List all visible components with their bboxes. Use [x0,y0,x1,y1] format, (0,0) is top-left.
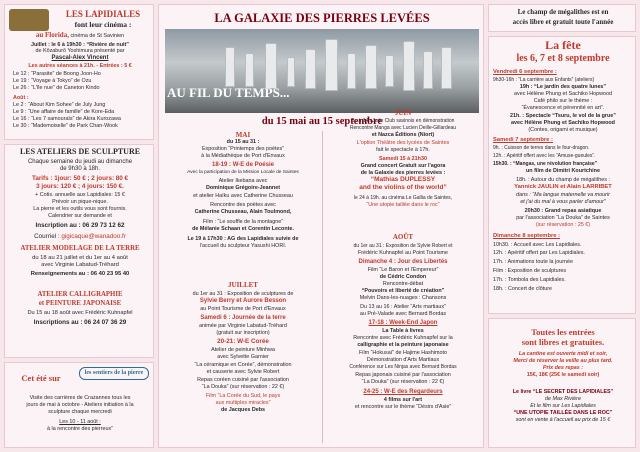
dimanche-line: Film : Exposition de sculptures [493,268,567,274]
juillet-line: Atelier de peinture Minhwa [211,347,275,353]
modelage-title: ATELIER MODELAGE DE LA TERRE [20,245,140,252]
livre-line: “UNE UTOPIE TAILLÉE DANS LE ROC” [513,410,613,416]
mai-heading: MAI [235,131,251,139]
mai-line: Catherine Chusseau, Alain Toulmond, [194,209,292,215]
juillet-line: “La céramique en Corée”, démonstration [194,362,292,368]
calligraphie-title-2: et PEINTURE JAPONAISE [38,300,122,307]
main-title: LA GALAXIE DES PIERRES LEVÉES [214,11,430,25]
aout-line: Rencontre avec Frédéric Kuhnapfel sur la [353,335,453,341]
vendredi-line: 21h. : Spectacle “Tsuru, le vol de la grue” [510,113,616,119]
livre-line: de Max Rivière [545,396,581,402]
courriel-line [7,233,153,241]
aout-line: Repas japonais cuisiné par l'association [355,372,451,378]
aout-line: La Table à livres [382,328,424,334]
aout-line: du 1er au 31 : Exposition de Sylvie Robert et [353,243,453,249]
mai-line: 18-19 : W-E de Poésie [212,162,274,168]
visite-line: jours de mai à octobre - Ateliers initiation à la [26,402,134,408]
juillet-line: aux multiples miracles” [215,400,271,406]
calligraphie-dates: Du 15 au 18 août avec Frédéric Kuhnapfel [27,310,133,316]
mai-line: du 15 au 31 : [226,139,260,145]
fete-panel [488,36,636,314]
date-range: du 15 mai au 15 septembre [261,116,383,127]
july-item: Le 12 : “Parasite” de Boong Joon-Ho [13,71,101,77]
samedi-line: 18h. : Autour du champ de mégalithes : [516,177,610,183]
ete-event: à la rencontre des pierreux” [47,426,113,432]
vendredi-line: (Contes, origami et musique) [528,127,598,133]
courriel-address: gigicaque@wanadoo.fr [61,233,126,240]
july-item: Le 26 : “L'île nue” de Caneton Kindo [13,85,100,91]
toutes-line-1: Toutes les entrées [531,327,595,337]
aout-line: Film “Le Baron et l'Empereur” [367,267,439,273]
vendredi-line: 19h : “Le jardin des quatre lunes” [519,84,607,90]
mai-line: Exposition “Printemps des poètes” [201,146,285,152]
samedi-line: par l'association “La Douka” de Saintes [516,215,610,221]
samedi-line: 9h. : Cuisson de terres dans le four-dragon. [493,145,590,151]
cinema-line: font leur cinéma : [74,20,132,29]
calligraphie-inscription: Inscriptions au : 06 24 07 36 29 [33,319,127,326]
cantine-line: 15€, 18€ (25€ le samedi soir) [526,372,600,378]
aout-line: Frédéric Kuhnapfel au Point Tourisme [357,250,449,256]
ete-dates: Les 10 - 11 août : [59,419,101,425]
fete-title: La fête [545,38,581,52]
vendredi-line: avec Hélène Phung et Sachiko Hopwood [511,120,615,126]
sculpture-panel [4,144,154,358]
entries-panel [488,318,636,448]
juillet-line: “La Douka” (sur réservation : 22 €) [201,384,285,390]
juin-line: Grand concert Gratuit sur l'agora [360,163,446,169]
juillet-line: et causerie avec Sylvie Robert [206,369,280,375]
cinema-panel [4,4,154,140]
juin-line: L'option Théâtre des lycées de Saintes [356,140,450,146]
intro-panel [488,4,636,32]
juin-line: Rencontre Manga avec Lucien Deille-Gillardeau [349,125,457,131]
mai-line: Le 19 à 17h30 : AG des Lapidiales suivie de [187,236,299,242]
center-panel [158,4,484,448]
sculpture-detail: Prévoir un pique-nique. [52,199,108,205]
aout-line: Dimanche 4 : Jour des Libertés [358,259,448,265]
aout-line: et rencontre sur le thème “Désirs d'Asie” [354,404,452,410]
sculpture-line: Chaque semaine du jeudi au dimanche [27,159,133,165]
cantine-line: La cantine est ouverte midi et soir, [518,351,608,357]
samedi-line: 20h30 : Grand repas asiatique [524,208,602,214]
ete-title: Cet été sur [21,373,61,383]
samedi-line: (sur réservation : 25 €) [535,222,591,228]
mai-line: et atelier Haïku avec Catherine Chusseau [193,193,293,199]
samedi-heading: Samedi 7 septembre : [493,137,553,143]
sentiers-logo: les sentiers de la pierre [79,367,149,380]
vendredi-heading: Vendredi 6 septembre : [493,69,557,75]
aout-heading: AOÛT [392,233,414,241]
juin-line: “Une utopie taillée dans le roc” [366,202,440,208]
mai-line: de Mélanie Schaan et Corentin Leconte. [192,226,294,232]
sculpture-inscription: Inscription au : 06 29 73 12 62 [35,222,125,229]
juin-line: fait le spectacle à 17h. [376,147,430,153]
juillet-line: 20-21: W-E Corée [217,338,269,345]
visite-line: sculpture chaque mercredi [48,409,112,415]
tarifs-line-2: 3 jours: 120 € ; 4 jours: 150 €. [36,183,124,190]
mai-line: Avec la participation de la Mission Locale de Saintes [187,170,299,175]
aout-line: 17-18 : Week-End Japon [368,320,438,326]
cantine-line: Prix des repas : [542,365,584,371]
juin-line: de la Galaxie des pierres levées : [360,170,446,176]
juillet-line: au Point Tourisme de Port d'Envaux [200,306,286,312]
juillet-line: du 1er au 31 : Exposition de sculptures de [192,291,294,297]
aug-label: Août : [13,95,29,101]
aug-item: Le 30 : “Mademoiselle” de Park Chan-Wook [13,123,118,129]
aug-item: Le 16 : “Les 7 samouraïs” de Akira Kurozawa [13,116,121,122]
juillet-line: Film “La Corée du Sud, le pays [205,393,281,399]
dimanche-line: 17h. : Tombola des Lapidiales. [493,277,566,283]
july-line-2: de Kōzaburō Yoshimura présenté par [35,48,125,54]
livre-line: Le livre “LE SECRET DES LAPIDIALES” [512,389,614,395]
july-presenter: Pascal-Alex Vincent [51,55,109,61]
juin-heading: JUIN [394,109,412,117]
aout-line: Conférence sur Les Ninjas avec Bernard Bordas [349,364,457,370]
aout-line: Démonstration d'Arts Martiaux [366,357,440,363]
aout-line: “Pouvoirs et liberté de création” [361,288,445,294]
juin-section [325,109,481,229]
juillet-section [165,281,321,447]
livre-line: Et le film sur Les Lapidiales [530,403,596,409]
mai-section [165,131,321,273]
aout-line: 4 films sur l'art [383,397,423,403]
calligraphie-title-1: ATELIER CALLIGRAPHIE [37,291,123,298]
juillet-line: Sylvie Berry et Aurore Besson [199,298,287,304]
samedi-line: dans : “Ma langue maternelle va mourir [516,192,610,198]
samedi-line: un film de Dimitri Kourtchine [526,168,600,174]
mai-line: Rencontre des poètes avec [210,202,276,208]
vendredi-line: “Évanescence et pérennité en art”. [521,105,605,111]
photo-caption: AU FIL DU TEMPS... [167,85,290,100]
juin-line: et Nazca Éditions (Niort) [371,132,435,138]
aout-line: au Pré-Valade avec Bernard Bordas [359,311,447,317]
sentiers-panel [4,362,154,448]
vendredi-line: Café philo sur le thème : [533,98,593,104]
juillet-heading: JUILLET [228,281,258,289]
visite-line: Visite des carrières de Crazannes tous les [29,395,131,401]
aout-line: calligraphie et la peinture japonaise [357,342,449,348]
mai-line: Dominique Grégoire-Jeannet [206,185,280,191]
juillet-line: avec Sylvette Garnier [217,354,269,360]
july-line: Juillet : le 6 à 19h30 : “Rivière de nuit” [31,42,129,48]
samedi-line: 12h. : Apéritif offert avec les “Amuse-gueules”. [493,153,596,159]
vendredi-line: avec Hélène Phung et Sachiko Hopwood [514,91,612,97]
juin-line: “Mathias DUPLESSY [370,176,436,183]
cemetery-photo [165,29,479,113]
aout-line: “La Douka” (sur réservation : 22 €) [361,379,445,385]
mai-line: à la Médiathèque de Port d'Envaux [201,153,285,159]
aout-line: 24-25 : W-E des Regardeurs [363,389,443,395]
livre-line: sont en vente à l'accueil au prix de 15 € [515,417,611,423]
juillet-line: de Jacques Debs [220,407,266,413]
cantine-line: Merci de réserver la veille au plus tard. [513,358,613,364]
aout-line: de Cédric Condon [379,274,427,280]
juillet-line: (gratuit sur inscription) [216,330,270,336]
dimanche-heading: Dimanche 8 septembre : [493,233,561,239]
lapidiales-logo [9,9,49,31]
aout-line: Film “Hokusaï” de Hajime Hashimoto [358,350,448,356]
aug-item: Le 2 : “About Kim Sohee” de July Jung [13,102,106,108]
dimanche-line: 17h. : Animations toute la journée [493,259,574,265]
sculpture-line: de 9h30 à 18h. [59,166,101,172]
mai-line: l'accueil du sculpteur Yasushi HORI. [199,243,287,249]
juin-line: Samedi 15 à 21h30 [379,156,427,162]
florida-line: au Florida, cinéma de St Savinien [35,31,125,39]
aout-section [325,233,481,445]
other-sessions: Les autres séances à 21h. - Entrées : 5 € [28,63,132,69]
courriel-label: Courriel : [34,233,60,240]
toutes-line-2: sont libres et gratuites. [521,337,605,347]
juillet-line: Repas coréen cuisiné par l'association [197,377,289,383]
juin-line: le 24 à 19h. au cinéma Le Gallia de Saintes, [353,195,453,201]
juin-line: 8 : à 14h Judo Club savinois en démonstration [351,118,455,124]
fete-dates: les 6, 7 et 8 septembre [516,53,610,64]
samedi-line: et j'ai du mal à vous parler d'amour” [520,199,606,205]
mai-line: Atelier Ikebana avec [218,178,268,184]
dimanche-line: 10h30. : Accueil avec Les Lapidiales. [493,242,582,248]
column-divider [322,131,323,443]
juin-line: and the violins of the world” [359,184,447,191]
dimanche-line: 18h. : Concert de clôture [493,286,553,292]
intro-line-1: Le champ de mégalithes est en [517,8,609,16]
modelage-dates: du 18 au 21 juillet et du 1er au 4 août [32,255,128,261]
vendredi-line: 9h30-16h : “La carrière aux Enfants” (ateliers) [493,77,595,83]
sculpture-detail: Calendrier sur demande et [48,213,112,219]
dimanche-line: 12h. : Apéritif offert par Les Lapidiales. [493,250,585,256]
lapidiales-title: LES LAPIDIALES [65,9,141,19]
samedi-line: 15h30. : “Mangas, une révolution française” [493,161,598,167]
aug-item: Le 9 : “Une affaire de famille” de Kore-Eda [13,109,115,115]
july-item: Le 19 : “Voyage à Tokyo” de Ozu [13,78,92,84]
sculpture-detail: + Cotis. annuelle aux Lapidiales: 15 € [35,192,125,198]
modelage-with: avec Virginie Labatud-Tréhard [41,262,119,268]
sculpture-title: LES ATELIERS DE SCULPTURE [19,147,141,156]
sculpture-detail: La pierre et les outils vous sont fournis. [33,206,127,212]
samedi-line: Yannick JAULIN et Alain LARRIBET [514,184,612,190]
aout-line: Melvin Dans-les-nuages : Chansons [359,295,447,301]
aout-line: Du 13 au 16 : Atelier “Arts martiaux” [360,304,446,310]
modelage-inscription: Renseignements au : 06 40 23 95 40 [30,271,130,277]
intro-line-2: accès libre et gratuit toute l'année [512,18,614,26]
tarifs-line-1: Tarifs : 1jour: 50 € ; 2 jours: 80 € [31,175,129,182]
juillet-line: Samedi 6 : Journée de la terre [200,315,286,321]
mai-line: Film : “Le souffle de la montagne” [202,219,284,225]
juillet-line: animée par Virginie Labatud-Tréhard [199,323,287,329]
aout-line: Rencontre-débat [382,281,424,287]
